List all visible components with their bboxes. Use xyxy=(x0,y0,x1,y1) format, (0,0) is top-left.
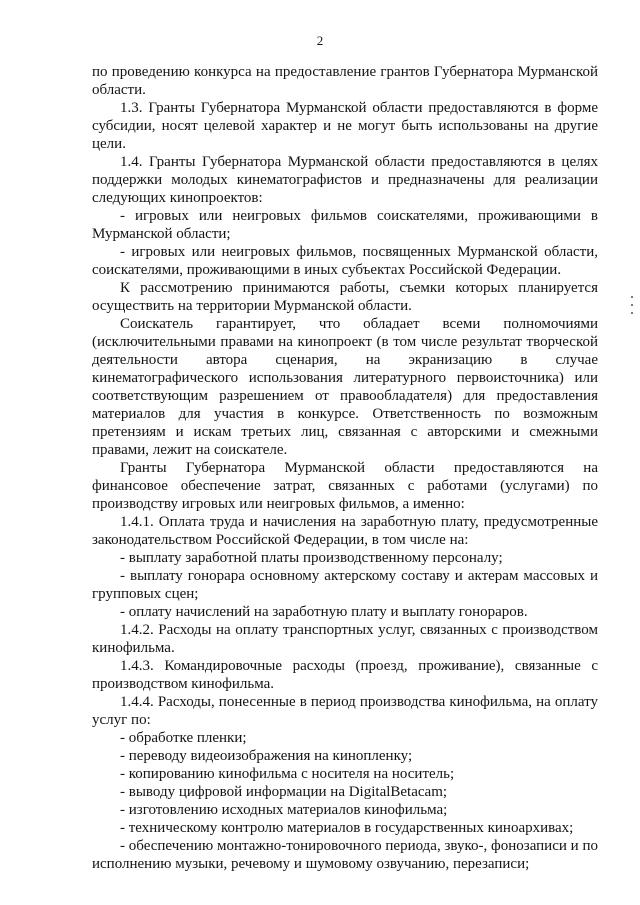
list-item: - изготовлению исходных материалов кинофильма; xyxy=(120,802,448,818)
paragraph: 1.4. Гранты Губернатора Мурманской области предоставляются в целях поддержки молодых кинематографистов и предназначены для реализации следующих кинопроектов: xyxy=(92,154,598,206)
paragraph: по проведению конкурса на предоставление грантов Губернатора Мурманской области. xyxy=(92,64,598,98)
list-item: - обработке пленки; xyxy=(120,730,247,746)
paragraph: Гранты Губернатора Мурманской области предоставляются на финансовое обеспечение затрат, связанных с работами (услугами) по производству игровых или неигровых фильмов, а именно: xyxy=(92,460,598,512)
list-item: - оплату начислений на заработную плату и выплату гонораров. xyxy=(120,604,528,620)
list-item: - выводу цифровой информации на DigitalBetacam; xyxy=(120,784,448,800)
paragraph: К рассмотрению принимаются работы, съемки которых планируется осуществить на территории Мурманской области. xyxy=(92,280,598,314)
document-body xyxy=(92,63,598,873)
list-item: - переводу видеоизображения на кинопленку; xyxy=(120,748,413,764)
list-item: - выплату заработной платы производственному персоналу; xyxy=(120,550,503,566)
paragraph: 1.4.2. Расходы на оплату транспортных услуг, связанных с производством кинофильма. xyxy=(92,622,598,656)
paragraph: 1.4.1. Оплата труда и начисления на заработную плату, предусмотренные законодательством Российской Федерации, в том числе на: xyxy=(92,514,598,548)
list-item: - игровых или неигровых фильмов соискателями, проживающими в Мурманской области; xyxy=(92,208,598,242)
paragraph: 1.4.3. Командировочные расходы (проезд, проживание), связанные с производством кинофильма. xyxy=(92,658,598,692)
list-item: - выплату гонорара основному актерскому составу и актерам массовых и групповых сцен; xyxy=(92,568,598,602)
paragraph: 1.3. Гранты Губернатора Мурманской области предоставляются в форме субсидии, носят целевой характер и не могут быть использованы на другие цели. xyxy=(92,100,598,152)
scan-edge-marks xyxy=(631,296,634,322)
list-item: - копированию кинофильма с носителя на носитель; xyxy=(120,766,455,782)
list-item: - обеспечению монтажно-тонировочного периода, звуко-, фонозаписи и по исполнению музыки, речевому и шумовому озвучанию, перезаписи; xyxy=(92,838,598,872)
list-item: - игровых или неигровых фильмов, посвященных Мурманской области, соискателями, проживающими в иных субъектах Российской Федерации. xyxy=(92,244,598,278)
paragraph: Соискатель гарантирует, что обладает всеми полномочиями (исключительными правами на кинопроект (в том числе результат творческой деятельности автора сценария, на экранизацию в случае кинематографического использования литературного первоисточника) или соответствующим разрешением от правообладателя) для предоставления материалов для участия в конкурсе. Ответственность по возможным претензиям и искам третьих лиц, связанная с авторскими и смежными правами, лежит на соискателе. xyxy=(92,316,598,458)
page-number: 2 xyxy=(316,33,324,48)
paragraph: 1.4.4. Расходы, понесенные в период производства кинофильма, на оплату услуг по: xyxy=(92,694,598,728)
list-item: - техническому контролю материалов в государственных киноархивах; xyxy=(120,820,574,836)
